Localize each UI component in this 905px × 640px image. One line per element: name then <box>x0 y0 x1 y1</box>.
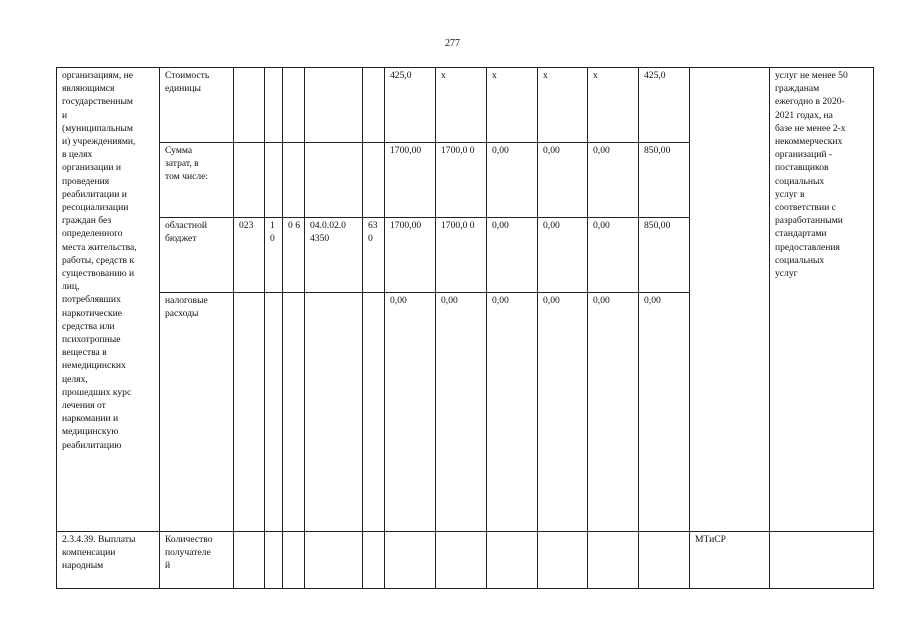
total-cell: 1700,00 <box>385 218 436 293</box>
y2016-cell: x <box>436 68 487 143</box>
y2020-cell <box>639 532 690 589</box>
y2017-cell: x <box>487 68 538 143</box>
y2017-cell <box>487 532 538 589</box>
y2020-cell: 850,00 <box>639 143 690 218</box>
grbs-cell <box>234 68 265 143</box>
row-label: областной бюджет <box>160 218 234 293</box>
y2019-cell <box>588 532 639 589</box>
grbs-cell <box>234 293 265 532</box>
csr-cell: 04.0.02.0 4350 <box>305 218 363 293</box>
total-cell: 0,00 <box>385 293 436 532</box>
row-label: Количество получателе й <box>160 532 234 589</box>
rz-cell: 1 0 <box>265 218 283 293</box>
budget-table <box>56 67 874 589</box>
y2020-cell: 850,00 <box>639 218 690 293</box>
pr-cell <box>283 293 305 532</box>
total-cell: 1700,00 <box>385 143 436 218</box>
table-row <box>57 68 874 143</box>
rz-cell <box>265 143 283 218</box>
y2016-cell: 1700,0 0 <box>436 143 487 218</box>
y2018-cell: 0,00 <box>538 293 588 532</box>
rz-cell <box>265 532 283 589</box>
rz-cell <box>265 68 283 143</box>
pr-cell <box>283 68 305 143</box>
y2017-cell: 0,00 <box>487 143 538 218</box>
executor-cell <box>690 68 770 532</box>
y2019-cell: 0,00 <box>588 293 639 532</box>
grbs-cell: 023 <box>234 218 265 293</box>
indicator-cell <box>770 532 874 589</box>
vr-cell <box>363 68 385 143</box>
csr-cell <box>305 532 363 589</box>
row-label: налоговые расходы <box>160 293 234 532</box>
y2016-cell <box>436 532 487 589</box>
y2018-cell: x <box>538 68 588 143</box>
y2018-cell: 0,00 <box>538 143 588 218</box>
row-label: Сумма затрат, в том числе: <box>160 143 234 218</box>
y2018-cell <box>538 532 588 589</box>
total-cell <box>385 532 436 589</box>
pr-cell <box>283 532 305 589</box>
executor-cell: МТиСР <box>690 532 770 589</box>
y2017-cell: 0,00 <box>487 218 538 293</box>
grbs-cell <box>234 532 265 589</box>
rz-cell <box>265 293 283 532</box>
y2019-cell: 0,00 <box>588 143 639 218</box>
total-cell: 425,0 <box>385 68 436 143</box>
y2018-cell: 0,00 <box>538 218 588 293</box>
csr-cell <box>305 68 363 143</box>
pr-cell <box>283 143 305 218</box>
vr-cell <box>363 293 385 532</box>
y2016-cell: 0,00 <box>436 293 487 532</box>
y2016-cell: 1700,0 0 <box>436 218 487 293</box>
page-number: 277 <box>445 38 460 49</box>
y2019-cell: x <box>588 68 639 143</box>
y2020-cell: 0,00 <box>639 293 690 532</box>
description-cell: организациям, не являющимся государственным и (муниципальным и) учреждениями, в целях организации и проведения реабилитации и ресоциализации граждан без определенного места жительства, работы, средств к существованию и лиц, потреблявших наркотические средства или психотропные вещества в немедицинских целях, прошедших курс лечения от наркомании и медицинскую реабилитацию <box>57 68 160 532</box>
grbs-cell <box>234 143 265 218</box>
vr-cell <box>363 143 385 218</box>
vr-cell <box>363 532 385 589</box>
indicator-cell: услуг не менее 50 гражданам ежегодно в 2020- 2021 годах, на базе не менее 2-х некоммерческих организаций - поставщиков социальных услуг в соответствии с разработанными стандартами предоставления социальных услуг <box>770 68 874 532</box>
csr-cell <box>305 293 363 532</box>
y2020-cell: 425,0 <box>639 68 690 143</box>
row-label: Стоимость единицы <box>160 68 234 143</box>
vr-cell: 63 0 <box>363 218 385 293</box>
y2017-cell: 0,00 <box>487 293 538 532</box>
description-cell: 2.3.4.39. Выплаты компенсации народным <box>57 532 160 589</box>
csr-cell <box>305 143 363 218</box>
table-row <box>57 532 874 589</box>
y2019-cell: 0,00 <box>588 218 639 293</box>
pr-cell: 0 6 <box>283 218 305 293</box>
